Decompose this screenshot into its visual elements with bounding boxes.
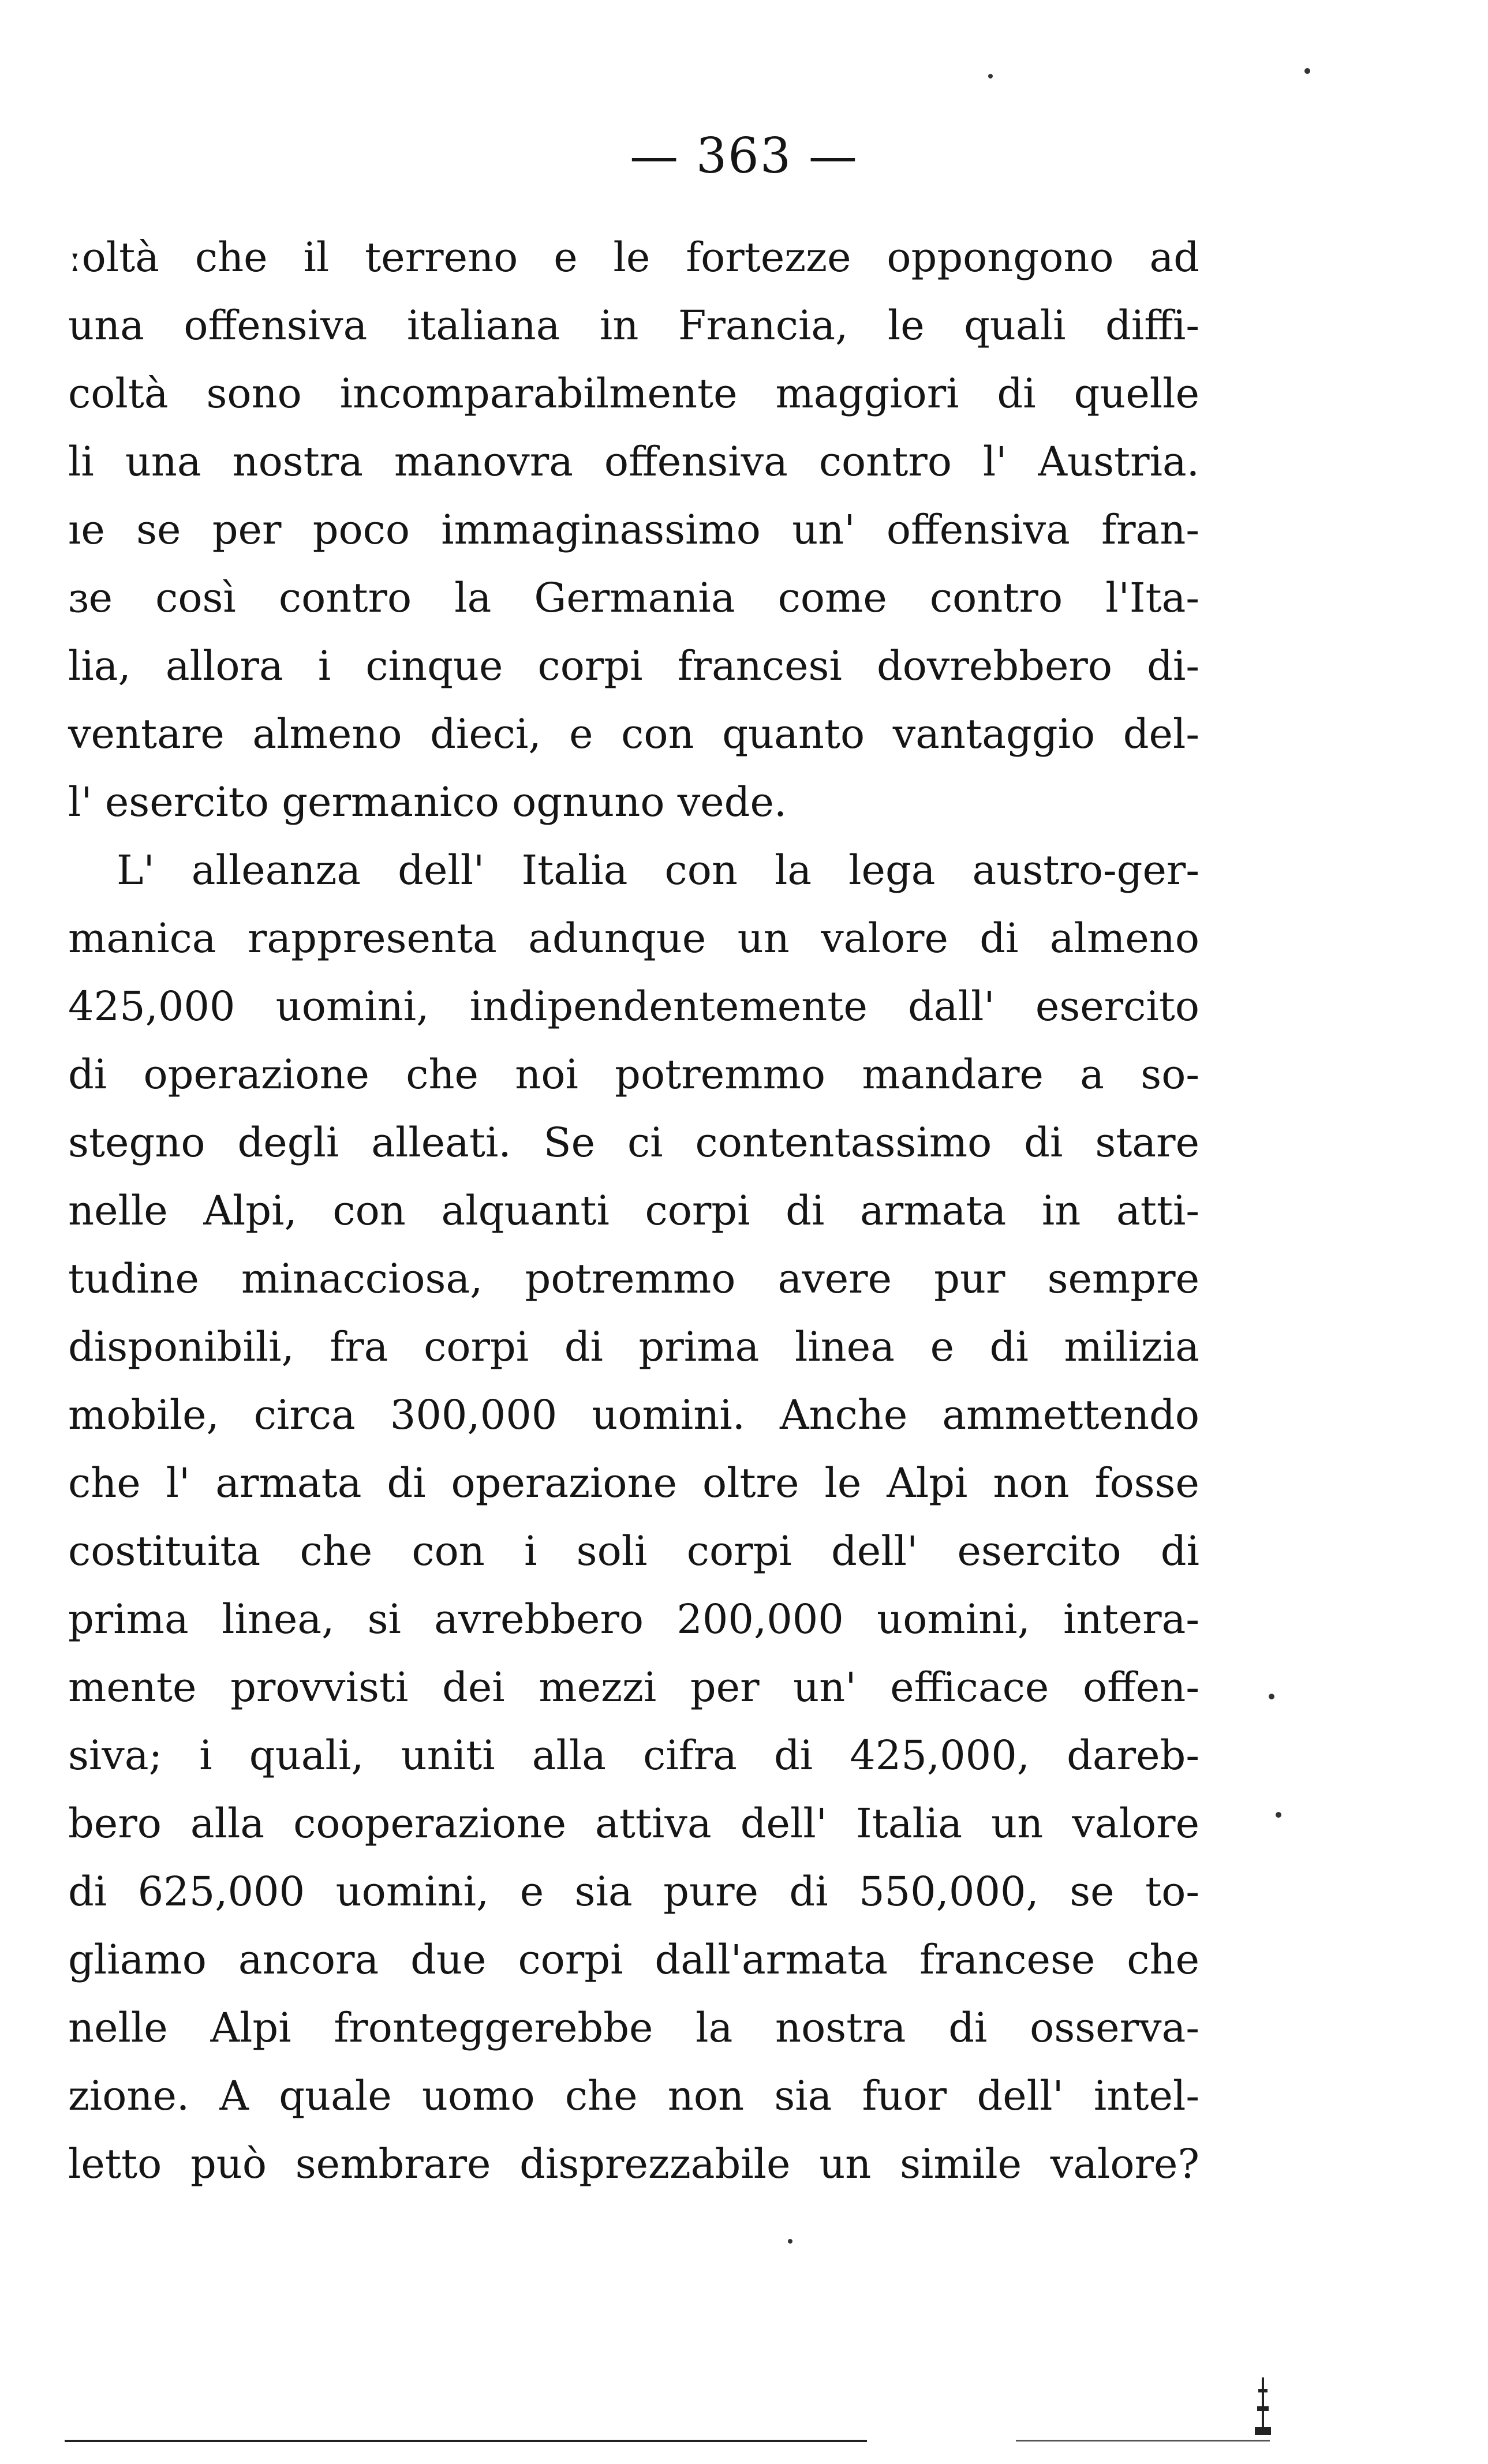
text-line: gliamo ancora due corpi dall'armata francese che <box>68 1936 1199 1983</box>
scan-speck <box>1276 1812 1281 1818</box>
text-line: nelle Alpi, con alquanti corpi di armata in atti- <box>68 1187 1199 1234</box>
text-line: ventare almeno dieci, e con quanto vantaggio del- <box>68 710 1199 758</box>
page-number: — 363 — <box>630 128 858 184</box>
scan-speck <box>988 74 993 78</box>
paragraph-start-line: L' alleanza dell' Italia con la lega austro-ger- <box>117 847 1199 894</box>
text-line: ɜe così contro la Germania come contro l'Ita- <box>68 574 1199 621</box>
text-line: ıe se per poco immaginassimo un' offensiva fran- <box>68 506 1199 553</box>
bottom-rule-short <box>1016 2440 1270 2441</box>
text-line: lia, allora i cinque corpi francesi dovrebbero di- <box>68 642 1199 690</box>
scan-speck <box>1269 1694 1274 1699</box>
body-text <box>68 223 1199 2198</box>
text-line: una offensiva italiana in Francia, le quali diffi- <box>68 302 1199 349</box>
text-line: mente provvisti dei mezzi per un' efficace offen- <box>68 1664 1199 1711</box>
bottom-rule <box>65 2440 867 2442</box>
text-line: li una nostra manovra offensiva contro l' Austria. <box>68 438 1199 485</box>
text-line: ːoltà che il terreno e le fortezze oppongono ad <box>68 234 1199 281</box>
text-line: siva; i quali, uniti alla cifra di 425,000, dareb- <box>68 1732 1199 1779</box>
text-line: disponibili, fra corpi di prima linea e di milizia <box>68 1323 1199 1370</box>
text-line: che l' armata di operazione oltre le Alpi non fosse <box>68 1459 1199 1507</box>
text-line: nelle Alpi fronteggerebbe la nostra di osserva- <box>68 2004 1199 2051</box>
text-line: costituita che con i soli corpi dell' esercito di <box>68 1527 1199 1575</box>
scan-speck <box>788 2239 792 2244</box>
ornament-icon <box>1251 2372 1274 2441</box>
paragraph-end-line: l' esercito germanico ognuno vede. <box>68 778 787 826</box>
text-line: mobile, circa 300,000 uomini. Anche ammettendo <box>68 1391 1199 1439</box>
text-line: di 625,000 uomini, e sia pure di 550,000, se to- <box>68 1868 1199 1915</box>
text-line: prima linea, si avrebbero 200,000 uomini, intera- <box>68 1596 1199 1643</box>
text-line: manica rappresenta adunque un valore di almeno <box>68 915 1199 962</box>
text-line: tudine minacciosa, potremmo avere pur sempre <box>68 1255 1199 1302</box>
text-line: 425,000 uomini, indipendentemente dall' esercito <box>68 983 1199 1030</box>
text-line: di operazione che noi potremmo mandare a so- <box>68 1051 1199 1098</box>
text-line: stegno degli alleati. Se ci contentassimo di stare <box>68 1119 1199 1166</box>
text-line: zione. A quale uomo che non sia fuor dell' intel- <box>68 2072 1199 2120</box>
text-line: letto può sembrare disprezzabile un simile valore? <box>68 2140 1199 2188</box>
text-line: bero alla cooperazione attiva dell' Italia un valore <box>68 1800 1199 1847</box>
text-line: coltà sono incomparabilmente maggiori di quelle <box>68 370 1199 417</box>
scan-speck <box>1304 68 1310 74</box>
